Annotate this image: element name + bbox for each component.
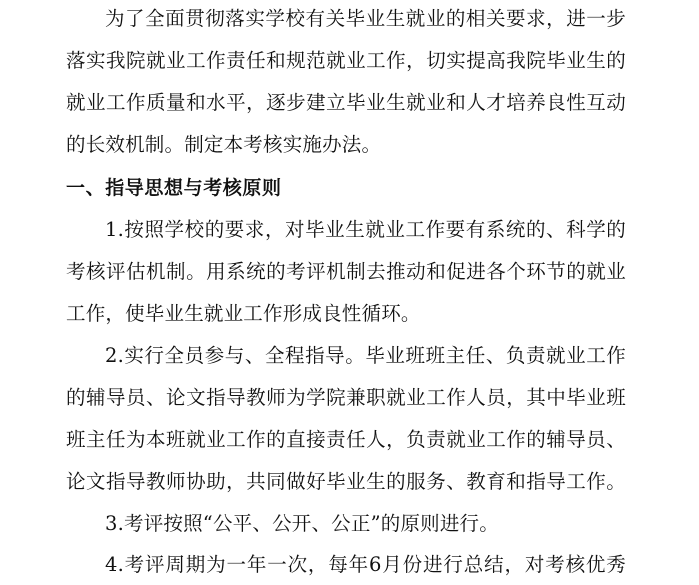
intro-paragraph-line-3: 就业工作质量和水平，逐步建立毕业生就业和人才培养良性互动 [66,91,626,114]
section-heading: 一、指导思想与考核原则 [66,177,282,199]
intro-paragraph-line-4: 的长效机制。制定本考核实施办法。 [66,133,382,156]
item-2-line-2: 的辅导员、论文指导教师为学院兼职就业工作人员，其中毕业班 [66,386,626,409]
item-1-line-1: 1.按照学校的要求，对毕业生就业工作要有系统的、科学的 [105,218,626,241]
item-3-line-1: 3.考评按照“公平、公开、公正”的原则进行。 [105,512,499,535]
item-4-line-1: 4.考评周期为一年一次，每年6月份进行总结，对考核优秀 [105,553,626,576]
item-1-line-3: 工作，使毕业生就业工作形成良性循环。 [66,302,421,325]
item-2-line-1: 2.实行全员参与、全程指导。毕业班班主任、负责就业工作 [105,344,626,367]
item-1-line-2: 考核评估机制。用系统的考评机制去推动和促进各个环节的就业 [66,260,626,283]
item-2-line-4: 论文指导教师协助，共同做好毕业生的服务、教育和指导工作。 [66,470,626,493]
item-2-line-3: 班主任为本班就业工作的直接责任人，负责就业工作的辅导员、 [66,428,626,451]
intro-paragraph-line-1: 为了全面贯彻落实学校有关毕业生就业的相关要求，进一步 [105,7,626,30]
intro-paragraph-line-2: 落实我院就业工作责任和规范就业工作，切实提高我院毕业生的 [66,49,626,72]
